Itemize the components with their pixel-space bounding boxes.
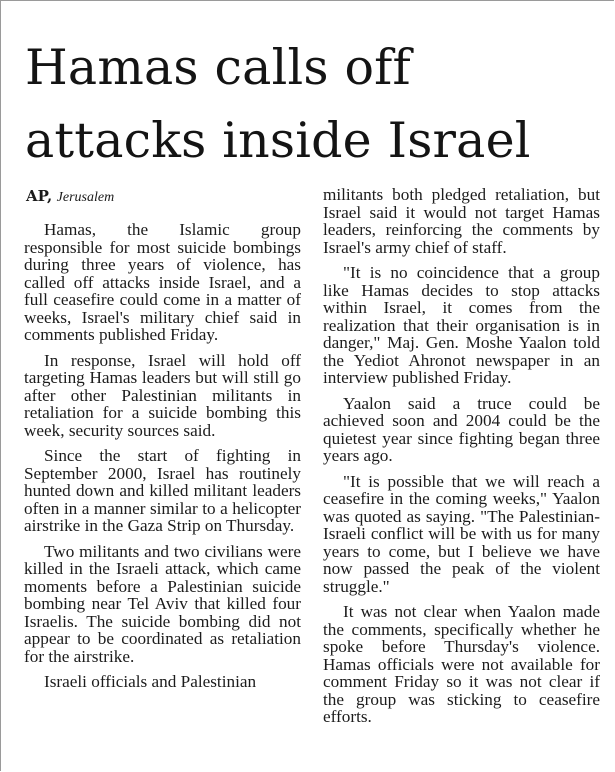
article-paragraph: Two militants and two civilians were killed in the Israeli attack, which came moments before a Palestinian suicide bombing near Tel Aviv that killed four Israelis. The suicide bombing did not appear to be coordinated as retaliation for the airstrike. bbox=[24, 541, 301, 666]
byline bbox=[26, 187, 114, 207]
article-paragraph: Hamas, the Islamic group responsible for most suicide bombings during three years of violence, has called off attacks inside Israel, and a full ceasefire could come in a matter of weeks, Israel's military chief said in comments published Friday. bbox=[24, 220, 301, 344]
article-column-right bbox=[323, 186, 600, 726]
article-column-left bbox=[24, 221, 301, 691]
article-paragraph: It was not clear when Yaalon made the comments, specifically whether he spoke before Thursday's violence. Hamas officials were not available for comment Friday so it was not clear if the group was sticking to ceasefire efforts. bbox=[323, 602, 600, 726]
article-paragraph: In response, Israel will hold off targeting Hamas leaders but will still go after other Palestinian militants in retaliation for a suicide bombing this week, security sources said. bbox=[24, 350, 301, 440]
byline-agency: AP, bbox=[26, 187, 53, 205]
article-paragraph-continued: militants both pledged retaliation, but Israel said it would not target Hamas leaders, reinforcing the comments by Israel's army chief of staff. bbox=[323, 185, 600, 257]
article-paragraph: "It is possible that we will reach a ceasefire in the coming weeks," Yaalon was quoted as saying. "The Palestinian-Israeli conflict will be with us for many years to come, but I believe we have now passed the peak of the violent struggle." bbox=[323, 471, 600, 596]
byline-dateline: Jerusalem bbox=[56, 190, 115, 205]
article-paragraph: "It is no coincidence that a group like Hamas decides to stop attacks within Israel, it comes from the realization that their organisation is in danger," Maj. Gen. Moshe Yaalon told the Yediot Ahronot newspaper in an interview published Friday. bbox=[323, 263, 600, 387]
article-paragraph: Israeli officials and Palestinian bbox=[44, 672, 257, 691]
article-paragraph: Yaalon said a truce could be achieved soon and 2004 could be the quietest year since fighting began three years ago. bbox=[323, 393, 600, 465]
headline: Hamas calls off attacks inside Israel bbox=[25, 39, 531, 169]
article-paragraph: Since the start of fighting in September 2000, Israel has routinely hunted down and killed militant leaders often in a manner similar to a helicopter airstrike in the Gaza Strip on Thursday. bbox=[24, 446, 301, 535]
